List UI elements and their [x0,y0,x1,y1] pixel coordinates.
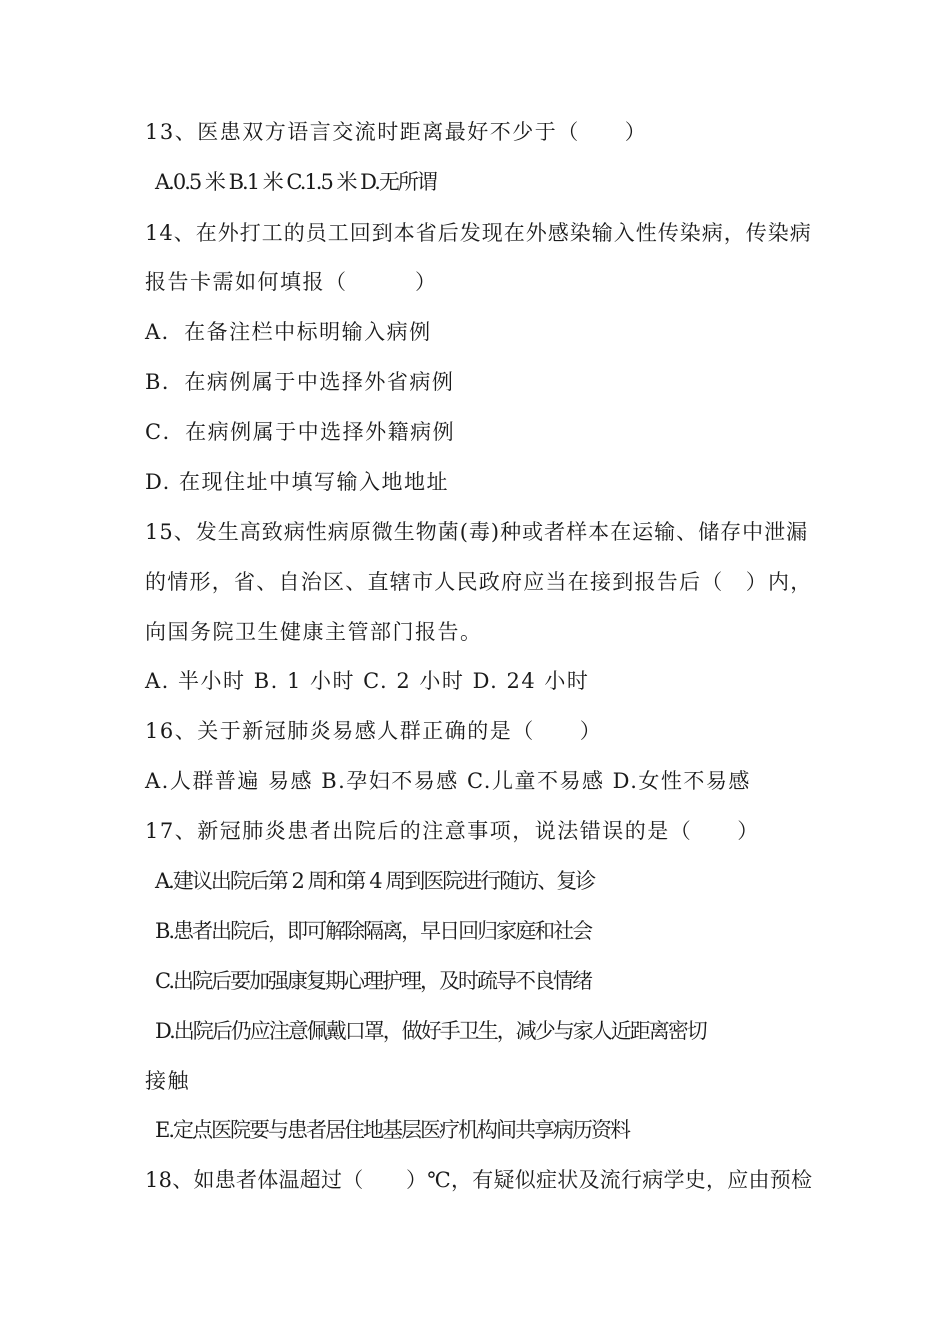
question-14-text-cont: 报告卡需如何填报（ ） [145,270,438,294]
question-15-text: 15、发生高致病性病原微生物菌(毒)种或者样本在运输、储存中泄漏 [145,520,809,544]
question-14-option-a: A．在备注栏中标明输入病例 [145,320,432,344]
question-14-option-b: B．在病例属于中选择外省病例 [145,370,455,394]
question-15-text-cont: 的情形，省、自治区、直辖市人民政府应当在接到报告后（ ）内， [145,570,813,594]
question-16-options: A.人群普遍 易感 B.孕妇不易感 C.儿童不易感 D.女性不易感 [145,769,751,793]
question-14-option-c: C．在病例属于中选择外籍病例 [145,420,456,444]
question-14-option-d: D. 在现住址中填写输入地地址 [145,470,449,494]
question-17-option-d-cont: 接触 [145,1069,190,1093]
question-17-option-c: C.出院后要加强康复期心理护理，及时疏导不良情绪 [155,969,591,993]
question-14-text: 14、在外打工的员工回到本省后发现在外感染输入性传染病，传染病 [145,221,812,245]
question-17-option-b: B.患者出院后，即可解除隔离，早日回归家庭和社会 [155,919,592,943]
question-17-option-e: E.定点医院要与患者居住地基层医疗机构间共享病历资料 [155,1118,630,1142]
question-17-option-a: A.建议出院后第 2 周和第 4 周到医院进行随访、复诊 [155,869,595,893]
question-18-text: 18、如患者体温超过（ ）℃，有疑似症状及流行病学史，应由预检 [145,1168,813,1192]
question-17-option-d: D.出院后仍应注意佩戴口罩，做好手卫生，减少与家人近距离密切 [155,1019,706,1043]
question-17-text: 17、新冠肺炎患者出院后的注意事项，说法错误的是（ ） [145,819,760,843]
question-15-options: A. 半小时 B. 1 小时 C. 2 小时 D. 24 小时 [145,669,590,693]
question-15-text-end: 向国务院卫生健康主管部门报告。 [145,620,483,644]
question-13-text: 13、医患双方语言交流时距离最好不少于（ ） [145,120,648,144]
question-16-text: 16、关于新冠肺炎易感人群正确的是（ ） [145,719,603,743]
question-13-options: A.0.5 米 B.1 米 C.1.5 米 D.无所谓 [155,170,436,194]
